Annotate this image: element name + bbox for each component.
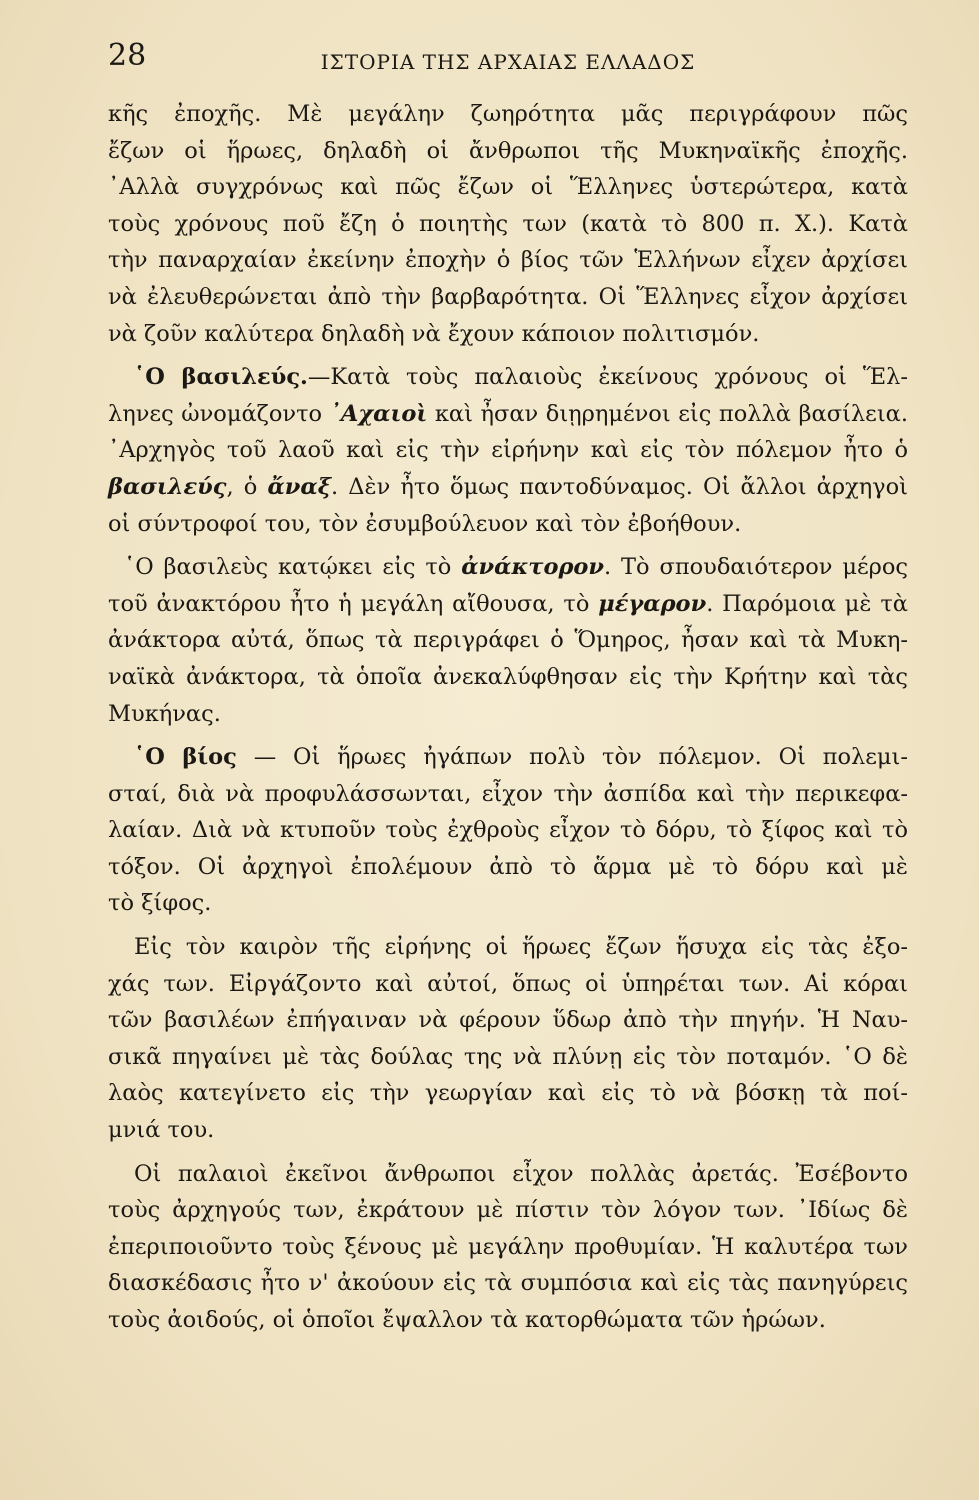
text-span: , ὁ	[226, 473, 268, 500]
text-line	[108, 359, 908, 396]
text-line: νὰ ἐλευθερώνεται ἀπὸ τὴν βαρβαρότητα. Οἱ Ἕλληνες εἶχον ἀρχίσει	[108, 283, 908, 310]
emphasis: μέγαρον	[598, 590, 707, 617]
text-line: τῶν βασιλέων ἐπήγαιναν νὰ φέρουν ὕδωρ ἀπὸ τὴν πηγήν. Ἡ Ναυ-	[108, 1007, 908, 1034]
paragraph	[108, 359, 908, 542]
text-line: λαίαν. Διὰ νὰ κτυποῦν τοὺς ἐχθροὺς εἶχον τὸ δόρυ, τὸ ξίφος καὶ τὸ	[108, 817, 908, 844]
emphasis: ἀνάκτορον	[461, 554, 605, 581]
text-line: τόξον. Οἱ ἀρχηγοὶ ἐπολέμουν ἀπὸ τὸ ἅρμα μὲ τὸ δόρυ καὶ μὲ	[108, 853, 908, 880]
text-line	[108, 739, 908, 776]
text-line: ᾿Αλλὰ συγχρόνως καὶ πῶς ἔζων οἱ Ἕλληνες ὑστερώτερα, κατὰ	[108, 174, 908, 201]
paragraph	[108, 929, 908, 1149]
text-span: . Παρόμοια μὲ τὰ	[706, 590, 908, 617]
page-header	[108, 38, 908, 78]
text-line	[108, 469, 908, 506]
text-line: τὸ ξίφος.	[108, 890, 212, 917]
text-line: διασκέδασις ἦτο ν' ἀκούουν εἰς τὰ συμπόσια καὶ εἰς τὰς πανηγύρεις	[108, 1270, 908, 1297]
section-heading: ῾Ο βίος	[134, 744, 237, 771]
text-span: ῾Ο βασιλεὺς κατῴκει εἰς τὸ	[124, 554, 462, 581]
emphasis: ἄναξ	[267, 473, 332, 500]
paragraph	[108, 549, 908, 732]
text-line: ᾿Αρχηγὸς τοῦ λαοῦ καὶ εἰς τὴν εἰρήνην καὶ εἰς τὸν πόλεμον ἦτο ὁ	[108, 437, 908, 464]
text-line: μνιά του.	[108, 1117, 215, 1144]
text-line: νὰ ζοῦν καλύτερα δηλαδὴ νὰ ἔχουν κάποιον πολιτισμόν.	[108, 320, 760, 347]
section-heading: ῾Ο βασιλεύς.	[134, 364, 308, 391]
text-line: σταί, διὰ νὰ προφυλάσσωνται, εἶχον τὴν ἀσπίδα καὶ τὴν περικεφα-	[108, 780, 908, 807]
text-line: Εἰς τὸν καιρὸν τῆς εἰρήνης οἱ ἥρωες ἔζων ἥσυχα εἰς τὰς ἐξο-	[134, 934, 908, 961]
emphasis: ᾿Αχαιοὶ	[329, 400, 428, 427]
text-line: λαὸς κατεγίνετο εἰς τὴν γεωργίαν καὶ εἰς τὸ νὰ βόσκῃ τὰ ποί-	[108, 1080, 908, 1107]
text-span: — Οἱ ἥρωες ἠγάπων πολὺ τὸν πόλεμον. Οἱ πολεμι-	[236, 744, 908, 771]
text-line: Μυκήνας.	[108, 700, 221, 727]
emphasis: βασιλεύς	[108, 473, 227, 500]
text-line: ναϊκὰ ἀνάκτορα, τὰ ὁποῖα ἀνεκαλύφθησαν εἰς τὴν Κρήτην καὶ τὰς	[108, 663, 908, 690]
text-line: τοὺς ἀρχηγούς των, ἐκράτουν μὲ πίστιν τὸν λόγον των. ᾿Ιδίως δὲ	[108, 1197, 908, 1224]
paragraph	[108, 1156, 908, 1339]
text-line: σικᾶ πηγαίνει μὲ τὰς δούλας της νὰ πλύνῃ εἰς τὸν ποταμόν. ῾Ο δὲ	[108, 1043, 908, 1070]
text-line: οἱ σύντροφοί του, τὸν ἐσυμβούλευον καὶ τὸν ἐβοήθουν.	[108, 510, 742, 537]
text-span: τοῦ ἀνακτόρου ἦτο ἡ μεγάλη αἴθουσα, τὸ	[108, 590, 599, 617]
text-line: κῆς ἐποχῆς. Μὲ μεγάλην ζωηρότητα μᾶς περιγράφουν πῶς	[108, 101, 908, 127]
text-line: χάς των. Εἰργάζοντο καὶ αὐτοί, ὅπως οἱ ὑπηρέται των. Αἱ κόραι	[108, 970, 908, 997]
text-line	[108, 549, 908, 586]
page-number: 28	[108, 38, 147, 73]
text-span: καὶ ἦσαν διῃρημένοι εἰς πολλὰ βασίλεια.	[427, 400, 908, 427]
text-span: —Κατὰ τοὺς παλαιοὺς ἐκείνους χρόνους οἱ Ἕλ-	[307, 364, 908, 391]
text-line: τὴν παναρχαίαν ἐκείνην ἐποχὴν ὁ βίος τῶν Ἑλλήνων εἶχεν ἀρχίσει	[108, 247, 908, 274]
text-line: ἔζων οἱ ἥρωες, δηλαδὴ οἱ ἄνθρωποι τῆς Μυκηναϊκῆς ἐποχῆς.	[108, 137, 908, 164]
text-line	[108, 586, 908, 623]
body-text	[108, 96, 908, 1346]
text-line: τοὺς ἀοιδούς, οἱ ὁποῖοι ἔψαλλον τὰ κατορθώματα τῶν ἡρώων.	[108, 1307, 826, 1333]
text-line: ἐπεριποιοῦντο τοὺς ξένους μὲ μεγάλην προθυμίαν. Ἡ καλυτέρα των	[108, 1233, 908, 1260]
text-line: Οἱ παλαιοὶ ἐκεῖνοι ἄνθρωποι εἶχον πολλὰς ἀρετάς. Ἐσέβοντο	[134, 1160, 908, 1187]
running-title: ΙΣΤΟΡΙΑ ΤΗΣ ΑΡΧΑΙΑΣ ΕΛΛΑΔΟΣ	[320, 50, 696, 74]
paragraph	[108, 96, 908, 352]
text-line: τοὺς χρόνους ποῦ ἔζη ὁ ποιητὴς των (κατὰ τὸ 800 π. Χ.). Κατὰ	[108, 210, 908, 237]
text-span: ληνες ὠνομάζοντο	[108, 400, 330, 427]
text-line: ἀνάκτορα αὐτά, ὅπως τὰ περιγράφει ὁ Ὅμηρος, ἦσαν καὶ τὰ Μυκη-	[108, 627, 908, 654]
text-span: . Τὸ σπουδαιότερον μέρος	[604, 554, 908, 581]
paragraph	[108, 739, 908, 922]
text-span: . Δὲν ἦτο ὅμως παντοδύναμος. Οἱ ἄλλοι ἀρχηγοὶ	[331, 473, 908, 500]
text-line	[108, 396, 908, 433]
